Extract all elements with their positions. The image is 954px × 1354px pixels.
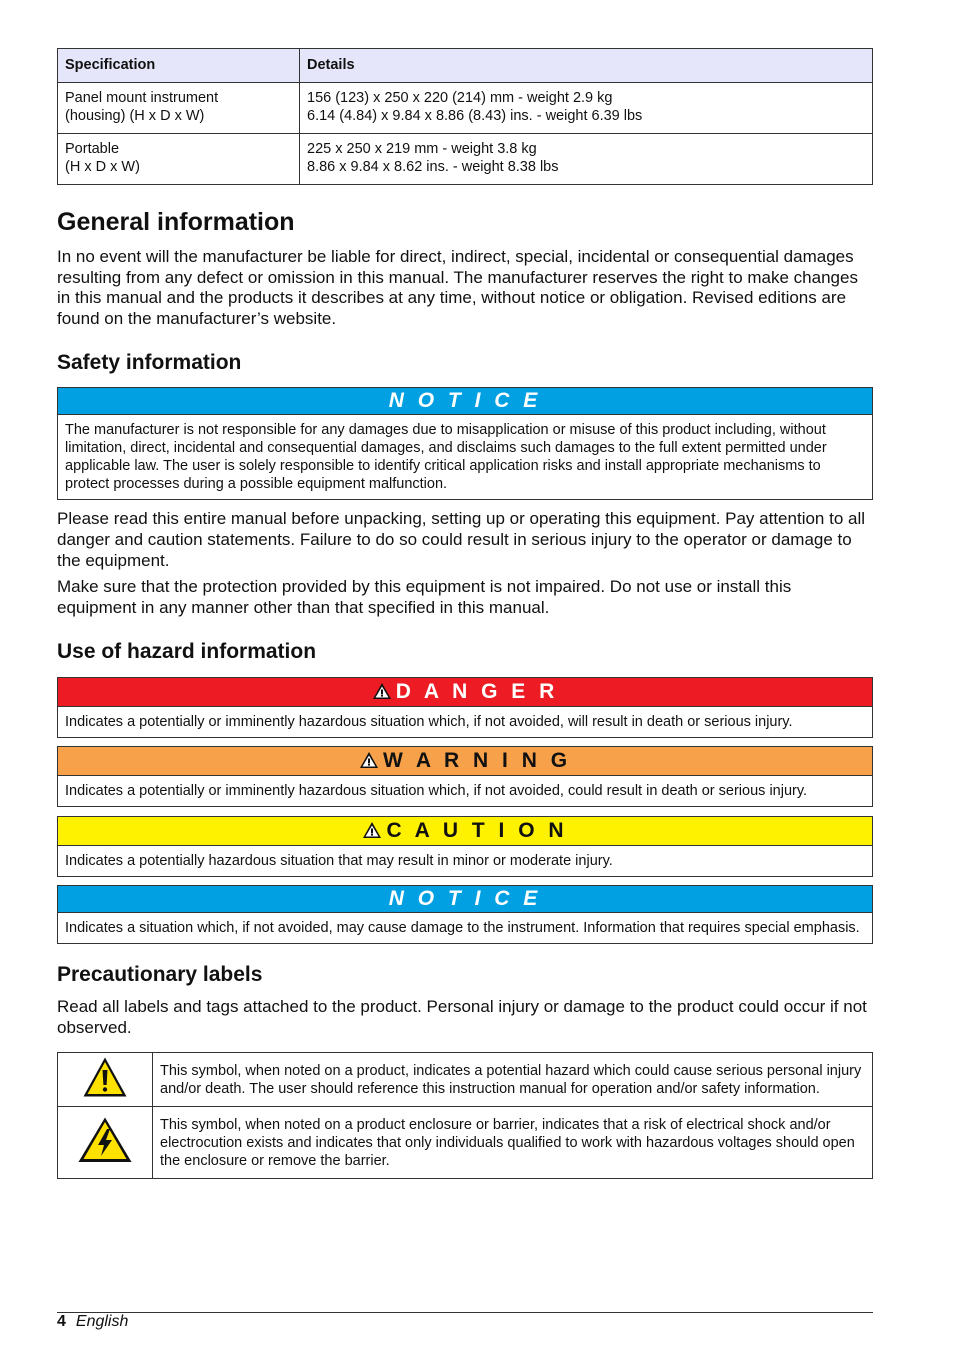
notice-box xyxy=(57,885,873,944)
safety-paragraph: Make sure that the protection provided by this equipment is not impaired. Do not use or install this equipment in any manner other than that specified in this manual. xyxy=(57,577,792,617)
safety-information-heading: Safety information xyxy=(57,351,242,375)
table-row xyxy=(58,1106,873,1178)
danger-label: D A N G E R xyxy=(395,680,559,704)
warning-triangle-icon xyxy=(82,1056,128,1098)
caution-header xyxy=(58,817,872,846)
page-footer xyxy=(57,1312,873,1331)
notice-header: N O T I C E xyxy=(58,886,872,913)
cell-line: 8.86 x 9.84 x 8.62 ins. - weight 8.38 lbs xyxy=(307,159,559,175)
precautionary-labels-text: Read all labels and tags attached to the product. Personal injury or damage to the product could occur if not observed. xyxy=(57,997,867,1037)
caution-box xyxy=(57,816,873,877)
cell-line: Portable xyxy=(65,141,120,157)
table-cell xyxy=(300,83,873,134)
table-row xyxy=(58,83,873,134)
precautionary-labels-heading: Precautionary labels xyxy=(57,963,263,987)
footer-language: English xyxy=(75,1313,129,1330)
table-cell xyxy=(58,134,300,185)
warning-header xyxy=(58,747,872,776)
label-description: This symbol, when noted on a product enclosure or barrier, indicates that a risk of electrical shock and/or electrocution exists and indicates that only individuals qualified to work with hazardous voltages should open the enclosure or remove the barrier. xyxy=(153,1106,873,1178)
specification-table xyxy=(57,48,873,185)
table-header-row xyxy=(58,49,873,83)
table-cell xyxy=(58,1106,153,1178)
general-information-text: In no event will the manufacturer be liable for direct, indirect, special, incidental or consequential damages resulting from any defect or omission in this manual. The manufacturer reserves the right to make changes in this manual and the products it describes at any time, without notice or obligation. Revised editions are found on the manufacturer’s website. xyxy=(57,247,858,328)
notice-box xyxy=(57,387,873,500)
table-row xyxy=(58,1052,873,1106)
safety-paragraph: Please read this entire manual before unpacking, setting up or operating this equipment. Pay attention to all danger and caution statements. Failure to do so could result in serious injury to the operator or damage to the equipment. xyxy=(57,509,866,570)
manual-page xyxy=(57,48,873,1179)
danger-box xyxy=(57,677,873,738)
electrical-shock-icon xyxy=(77,1116,133,1164)
notice-header: N O T I C E xyxy=(58,388,872,415)
caution-label: C A U T I O N xyxy=(386,819,568,843)
cell-line: 6.14 (4.84) x 9.84 x 8.86 (8.43) ins. - weight 6.39 lbs xyxy=(307,108,643,124)
warning-box xyxy=(57,746,873,807)
column-header: Specification xyxy=(58,49,300,83)
danger-text: Indicates a potentially or imminently hazardous situation which, if not avoided, will result in death or serious injury. xyxy=(65,714,793,731)
column-header: Details xyxy=(300,49,873,83)
general-information-heading: General information xyxy=(57,208,295,236)
warning-label: W A R N I N G xyxy=(382,749,572,773)
cell-line: (housing) (H x D x W) xyxy=(65,108,205,124)
table-cell xyxy=(58,83,300,134)
cell-line: Panel mount instrument xyxy=(65,90,219,106)
cell-line: (H x D x W) xyxy=(65,159,140,175)
page-number: 4 xyxy=(57,1313,66,1330)
warning-triangle-icon xyxy=(372,682,392,700)
hazard-information-heading: Use of hazard information xyxy=(57,640,317,664)
notice-text: The manufacturer is not responsible for any damages due to misapplication or misuse of this product including, without limitation, direct, incidental and consequential damages, and disclaims such damages to the full extent permitted under applicable law. The user is solely responsible to identify critical application risks and install appropriate mechanisms to protect processes during a possible equipment malfunction. xyxy=(65,422,827,493)
table-cell xyxy=(300,134,873,185)
cell-line: 156 (123) x 250 x 220 (214) mm - weight 2.9 kg xyxy=(307,90,613,106)
precautionary-labels-table xyxy=(57,1052,873,1179)
notice-text: Indicates a situation which, if not avoided, may cause damage to the instrument. Information that requires special emphasis. xyxy=(65,920,860,937)
cell-line: 225 x 250 x 219 mm - weight 3.8 kg xyxy=(307,141,537,157)
warning-triangle-icon xyxy=(359,751,379,769)
label-description: This symbol, when noted on a product, indicates a potential hazard which could cause serious personal injury and/or death. The user should reference this instruction manual for operation and/or safety information. xyxy=(153,1052,873,1106)
warning-triangle-icon xyxy=(362,821,382,839)
warning-text: Indicates a potentially or imminently hazardous situation which, if not avoided, could result in death or serious injury. xyxy=(65,783,808,800)
table-cell xyxy=(58,1052,153,1106)
table-row xyxy=(58,134,873,185)
caution-text: Indicates a potentially hazardous situation that may result in minor or moderate injury. xyxy=(65,853,613,870)
danger-header xyxy=(58,678,872,707)
